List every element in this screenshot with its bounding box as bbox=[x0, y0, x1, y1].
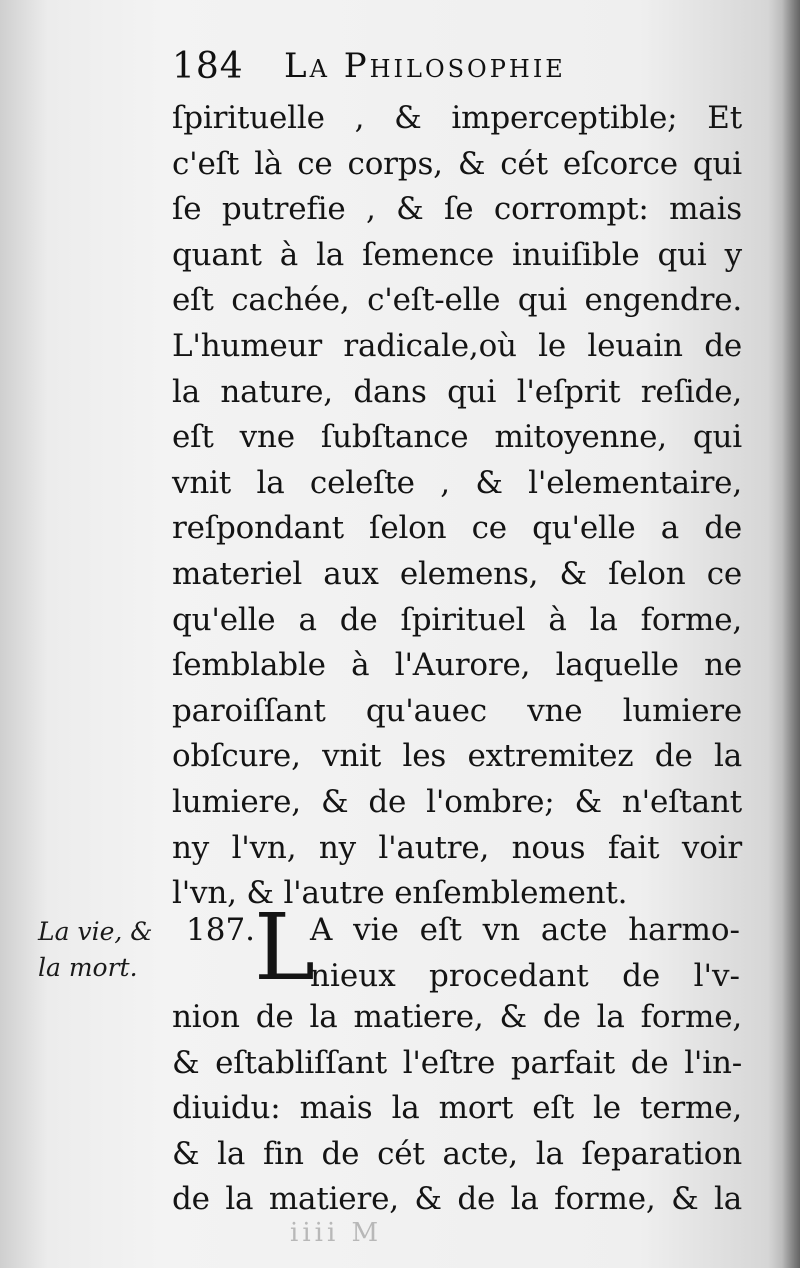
text-line: eſt vne ſubſtance mitoyenne, qui bbox=[172, 419, 742, 456]
margin-note-line: la mort. bbox=[38, 953, 138, 982]
text-line: quant à la ſemence inuiſible qui y bbox=[172, 236, 742, 273]
text-line: ſpirituelle , & imperceptible; Et bbox=[172, 100, 742, 136]
text-line: c'eſt là ce corps, & cét eſcorce qui bbox=[172, 145, 742, 182]
text-line: reſpondant ſelon ce qu'elle a de bbox=[172, 510, 742, 547]
section-number: 187. bbox=[186, 912, 256, 948]
text-line: & eſtabliſſant l'eſtre parfait de l'in- bbox=[172, 1044, 742, 1081]
page-gutter-shadow bbox=[782, 0, 800, 1268]
text-line: ſe putrefie , & ſe corrompt: mais bbox=[172, 191, 742, 228]
body-text bbox=[172, 96, 742, 917]
text-line: A vie eſt vn acte harmo- bbox=[310, 912, 740, 948]
text-line: nieux procedant de l'v- bbox=[310, 958, 740, 994]
running-head: La Philosophie bbox=[284, 46, 566, 86]
margin-note bbox=[38, 914, 168, 986]
text-line: obſcure, vnit les extremitez de la bbox=[172, 738, 742, 775]
drop-cap: L bbox=[254, 894, 316, 1001]
text-line: L'humeur radicale,où le leuain de bbox=[172, 327, 742, 364]
section-body bbox=[172, 995, 742, 1223]
text-line: & la fin de cét acte, la ſeparation bbox=[172, 1135, 742, 1172]
text-line: ny l'vn, ny l'autre, nous fait voir bbox=[172, 829, 742, 866]
text-line: nion de la matiere, & de la forme, bbox=[172, 999, 742, 1035]
text-line: ſemblable à l'Aurore, laquelle ne bbox=[172, 647, 742, 684]
text-line: la nature, dans qui l'eſprit reſide, bbox=[172, 373, 742, 410]
margin-note-line: La vie, & bbox=[38, 917, 153, 946]
section-opening bbox=[172, 894, 742, 1001]
text-line: diuidu: mais la mort eſt le terme, bbox=[172, 1090, 742, 1127]
text-line: l'vn, & l'autre enſemblement. bbox=[172, 875, 628, 912]
text-line: vnit la celeſte , & l'elementaire, bbox=[172, 464, 742, 501]
text-line: lumiere, & de l'ombre; & n'eſtant bbox=[172, 783, 742, 820]
section-187 bbox=[172, 894, 742, 1218]
text-line: paroiſſant qu'auec vne lumiere bbox=[172, 692, 742, 729]
signature-mark: iiii M bbox=[290, 1218, 383, 1248]
text-line: qu'elle a de ſpirituel à la forme, bbox=[172, 601, 742, 638]
text-line: materiel aux elemens, & ſelon ce bbox=[172, 555, 742, 592]
page-number: 184 bbox=[172, 46, 244, 87]
text-line: eſt cachée, c'eſt-elle qui engendre. bbox=[172, 282, 742, 319]
text-line: de la matiere, & de la forme, & la bbox=[172, 1181, 742, 1218]
page-header bbox=[172, 40, 732, 96]
